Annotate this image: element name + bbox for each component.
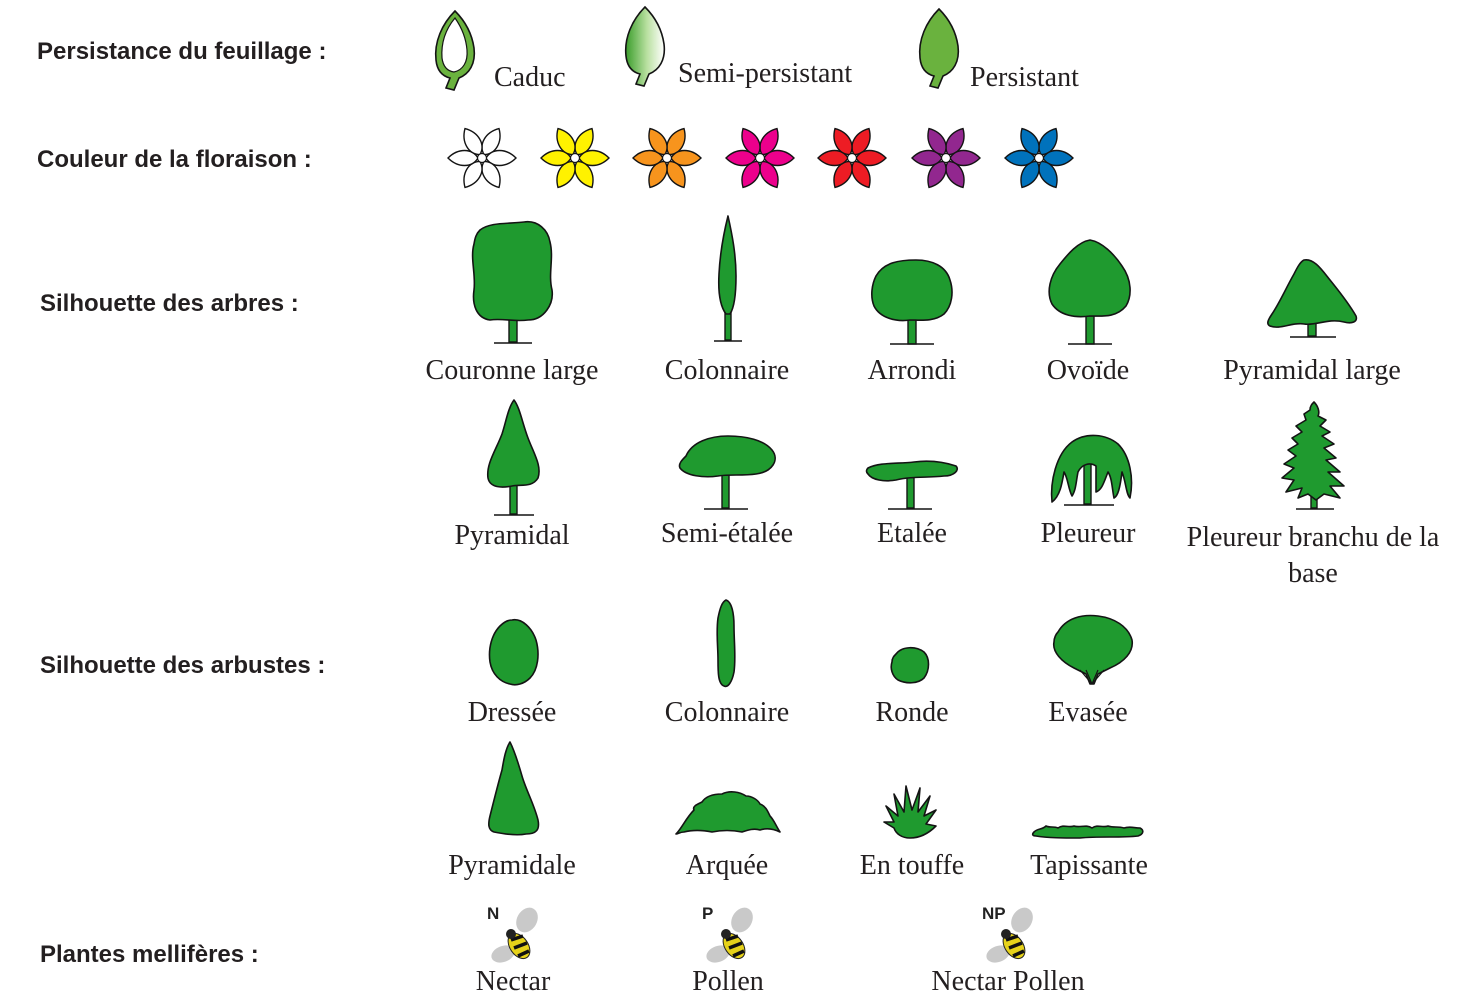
shrub-tapissante-icon — [1030, 818, 1148, 842]
shrub-label-tapissante: Tapissante — [1030, 850, 1148, 881]
tree-label-arrondi: Arrondi — [867, 355, 957, 386]
flower-icon-3 — [627, 118, 707, 198]
tree-label-etalee: Etalée — [877, 518, 947, 549]
shrub-label-dressee: Dressée — [467, 697, 557, 728]
shrub-evasee-icon — [1050, 612, 1136, 688]
bee-label: Nectar — [475, 966, 551, 997]
bee-label: Pollen — [692, 966, 764, 997]
shrub-silhouette-section-title: Silhouette des arbustes : — [40, 652, 326, 679]
tree-label-ovoide: Ovoïde — [1046, 355, 1130, 386]
shrub-dressee-icon — [486, 616, 542, 688]
tree-label-pleureur-branchu: Pleureur branchu de la base — [1186, 522, 1440, 589]
tree-label-pyramidal-large: Pyramidal large — [1223, 355, 1401, 386]
tree-etalee-icon — [864, 458, 960, 514]
shrub-pyramidale-icon — [486, 740, 542, 840]
tree-couronne-large-icon — [468, 218, 558, 348]
flower-icon-4 — [720, 118, 800, 198]
foliage-section-title: Persistance du feuillage : — [37, 38, 327, 65]
tree-pyramidal-large-icon — [1264, 256, 1364, 340]
tree-silhouette-section-title: Silhouette des arbres : — [40, 290, 299, 317]
tree-pyramidal-icon — [484, 398, 544, 520]
tree-pleureur-branchu-icon — [1278, 400, 1350, 512]
tree-label-colonnaire: Colonnaire — [664, 355, 790, 386]
shrub-label-colonnaire: Colonnaire — [664, 697, 790, 728]
shrub-label-en-touffe: En touffe — [859, 850, 965, 881]
flower-icon-6 — [906, 118, 986, 198]
bee-letters: P — [702, 904, 714, 923]
shrub-label-evasee: Evasée — [1048, 697, 1128, 728]
tree-label-pleureur: Pleureur — [1040, 518, 1136, 549]
shrub-label-ronde: Ronde — [875, 697, 949, 728]
flower-icon-5 — [812, 118, 892, 198]
bee-letters: NP — [982, 904, 1006, 923]
tree-pleureur-icon — [1046, 432, 1136, 512]
solid-leaf-icon — [914, 6, 964, 92]
tree-ovoide-icon — [1046, 238, 1138, 348]
shrub-ronde-icon — [888, 644, 932, 686]
bee-letters: N — [487, 904, 500, 923]
shrub-en-touffe-icon — [882, 782, 938, 842]
shrub-colonnaire-icon — [712, 598, 742, 690]
flower-icon-1 — [442, 118, 522, 198]
tree-label-couronne-large: Couronne large — [425, 355, 599, 386]
tree-semi-etalee-icon — [676, 432, 782, 512]
hollow-leaf-icon — [430, 8, 480, 92]
tree-arrondi-icon — [866, 256, 958, 348]
honey-plants-section-title: Plantes mellifères : — [40, 941, 259, 968]
gradient-leaf-icon — [620, 4, 670, 90]
foliage-label-caduc: Caduc — [494, 62, 566, 93]
shrub-label-arquee: Arquée — [685, 850, 769, 881]
tree-label-semi-etalee: Semi-étalée — [660, 518, 794, 549]
tree-colonnaire-icon — [706, 214, 750, 348]
flower-icon-2 — [535, 118, 615, 198]
shrub-arquee-icon — [672, 788, 784, 840]
shrub-label-pyramidale: Pyramidale — [448, 850, 576, 881]
foliage-label-persistant: Persistant — [970, 62, 1079, 93]
bee-label: Nectar Pollen — [931, 966, 1085, 997]
foliage-label-semi-persistant: Semi-persistant — [678, 58, 853, 89]
flower-color-section-title: Couleur de la floraison : — [37, 146, 312, 173]
flower-icon-7 — [999, 118, 1079, 198]
tree-label-pyramidal: Pyramidal — [454, 520, 570, 551]
